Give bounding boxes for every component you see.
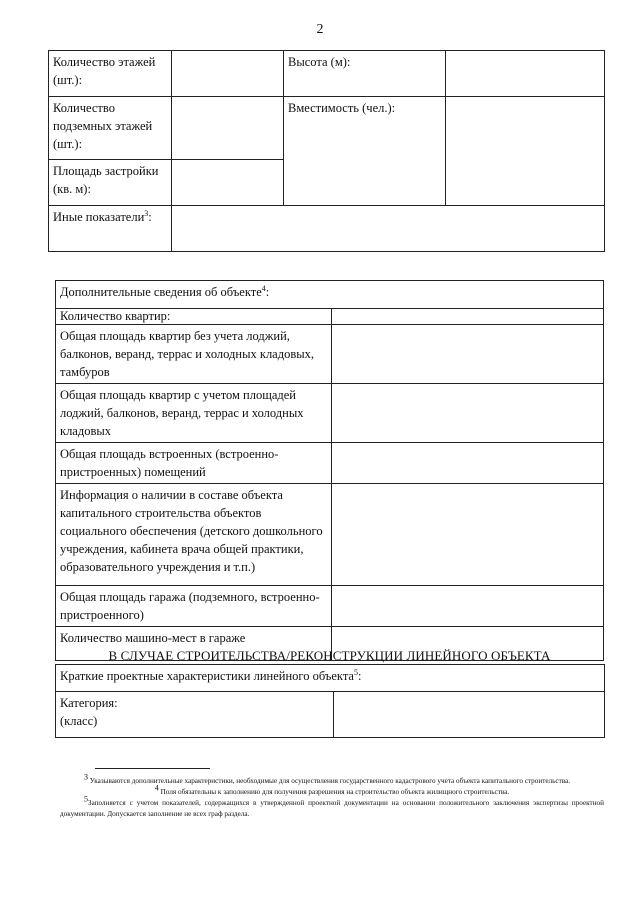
category-label: Категория: (класс) [56, 692, 334, 738]
capacity-label: Вместимость (чел.): [284, 97, 446, 206]
other-indicators-value[interactable] [172, 206, 605, 252]
table-row-label: Количество квартир: [56, 309, 332, 325]
height-value[interactable] [446, 51, 605, 97]
table-row-value[interactable] [332, 443, 604, 484]
additional-info-table [55, 280, 604, 661]
floors-value[interactable] [172, 51, 284, 97]
page-number: 2 [316, 22, 324, 37]
table-row-value[interactable] [332, 484, 604, 586]
table-row-label: Общая площадь квартир без учета лоджий, балконов, веранд, террас и холодных кладовых, тамбуров [56, 325, 332, 384]
additional-info-header: Дополнительные сведения об объекте$^4$: [56, 281, 604, 309]
height-label: Высота (м): [284, 51, 446, 97]
building-parameters-table [48, 50, 605, 252]
floors-label: Количество этажей (шт.): [49, 51, 172, 97]
underground-floors-value[interactable] [172, 97, 284, 160]
table-row-label: Количество машино-мест в гараже [56, 627, 332, 661]
other-indicators-label: Иные показатели$^3$: [49, 206, 172, 252]
footnote-5: $^5$Заполняется с учетом показателей, содержащихся в утвержденной проектной документации на основании положительного заключения экспертизы проектной документации. Допускается заполнение не всех граф раздела. [60, 794, 604, 818]
footnote-separator [95, 768, 210, 769]
category-value[interactable] [334, 692, 605, 738]
table-row-value[interactable] [332, 384, 604, 443]
footnote-4: $^4$ Поля обязательны к заполнению для получения разрешения на строительство объекта жилищного строительства. [154, 783, 510, 796]
table-row-label: Общая площадь квартир с учетом площадей лоджий, балконов, веранд, террас и холодных кладовых [56, 384, 332, 443]
table-row-value[interactable] [332, 586, 604, 627]
linear-object-table [55, 664, 605, 738]
built-area-label: Площадь застройки (кв. м): [49, 160, 172, 206]
table-row-label: Общая площадь встроенных (встроенно-пристроенных) помещений [56, 443, 332, 484]
linear-object-section-title: В СЛУЧАЕ СТРОИТЕЛЬСТВА/РЕКОНСТРУКЦИИ ЛИНЕЙНОГО ОБЪЕКТА [108, 648, 551, 663]
table-row-label: Общая площадь гаража (подземного, встроенно-пристроенного) [56, 586, 332, 627]
built-area-value[interactable] [172, 160, 284, 206]
table-row-label: Информация о наличии в составе объекта капитального строительства объектов социального обеспечения (детского дошкольного учреждения, кабинета врача общей практики, образовательного учреждения и т.п.) [56, 484, 332, 586]
underground-floors-label: Количество подземных этажей (шт.): [49, 97, 172, 160]
footnotes [60, 772, 604, 820]
table-row-value[interactable] [332, 325, 604, 384]
table-row-value[interactable] [332, 309, 604, 325]
footnote-3: $^3$ Указываются дополнительные характеристики, необходимые для осуществления государственного кадастрового учета объекта капитального строительства. [84, 772, 571, 785]
linear-object-header: Краткие проектные характеристики линейного объекта$^5$: [56, 665, 605, 692]
capacity-value[interactable] [446, 97, 605, 206]
